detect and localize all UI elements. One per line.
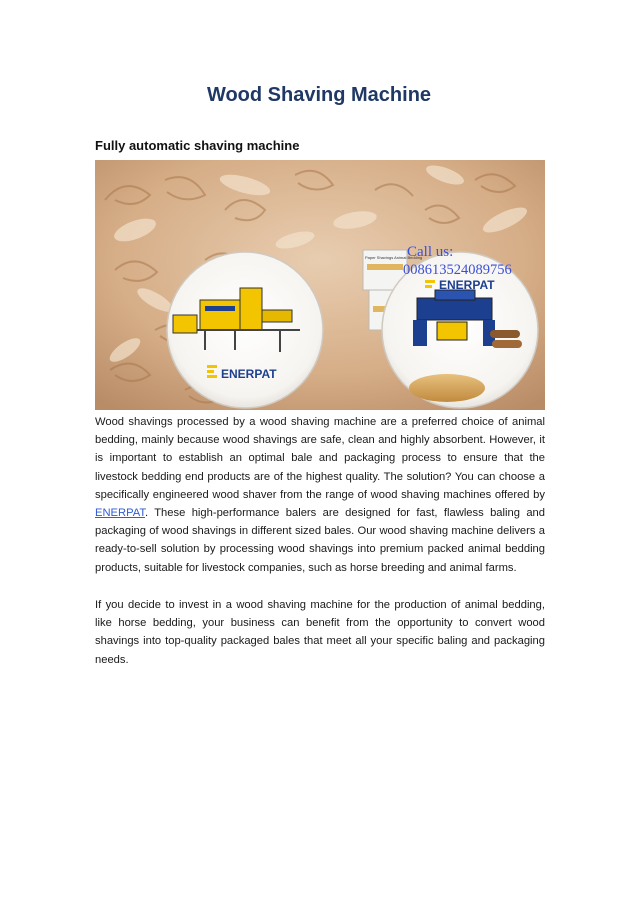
wood-shavings-photo bbox=[95, 160, 545, 410]
brand-right: ENERPAT bbox=[439, 278, 495, 292]
paragraph-intro-text-2: . These high-performance balers are designed for fast, flawless baling and packaging of wood shavings in different sized bales. Our wood shaving machine delivers a ready-to-sell solution by processing wood shavings into premium packed animal bedding products, suitable for livestock companies, such as horse breeding and animal farms. bbox=[95, 507, 545, 574]
paragraph-intro bbox=[95, 413, 545, 577]
phone-number: 008613524089756 bbox=[403, 262, 512, 278]
paragraph-intro-text-1: Wood shavings processed by a wood shaving machine are a preferred choice of animal bedding, mainly because wood shavings are safe, clean and highly absorbent. However, it is important to establish an optimal bale and packaging process to ensure that the livestock bedding end products are of the highest quality. The solution? You can choose a specifically engineered wood shaver from the range of wood shaving machines offered by bbox=[95, 416, 545, 501]
page-title: Wood Shaving Machine bbox=[206, 84, 432, 106]
page-subtitle: Fully automatic shaving machine bbox=[95, 138, 300, 153]
call-us-label: Call us: bbox=[407, 244, 454, 260]
wood-shavings-illustration bbox=[95, 160, 545, 410]
baling-machine-circle bbox=[167, 252, 323, 408]
paragraph-investment: If you decide to invest in a wood shaving machine for the production of animal bedding, like horse bedding, your business can benefit from the opportunity to convert wood shavings into top-quality packaged bales that meet all your specific baling and packaging needs. bbox=[95, 599, 545, 666]
enerpat-link[interactable]: ENERPAT bbox=[95, 507, 145, 520]
bag-label: Paper Shavings Animal Bedding bbox=[365, 255, 423, 260]
brand-left: ENERPAT bbox=[221, 367, 277, 381]
